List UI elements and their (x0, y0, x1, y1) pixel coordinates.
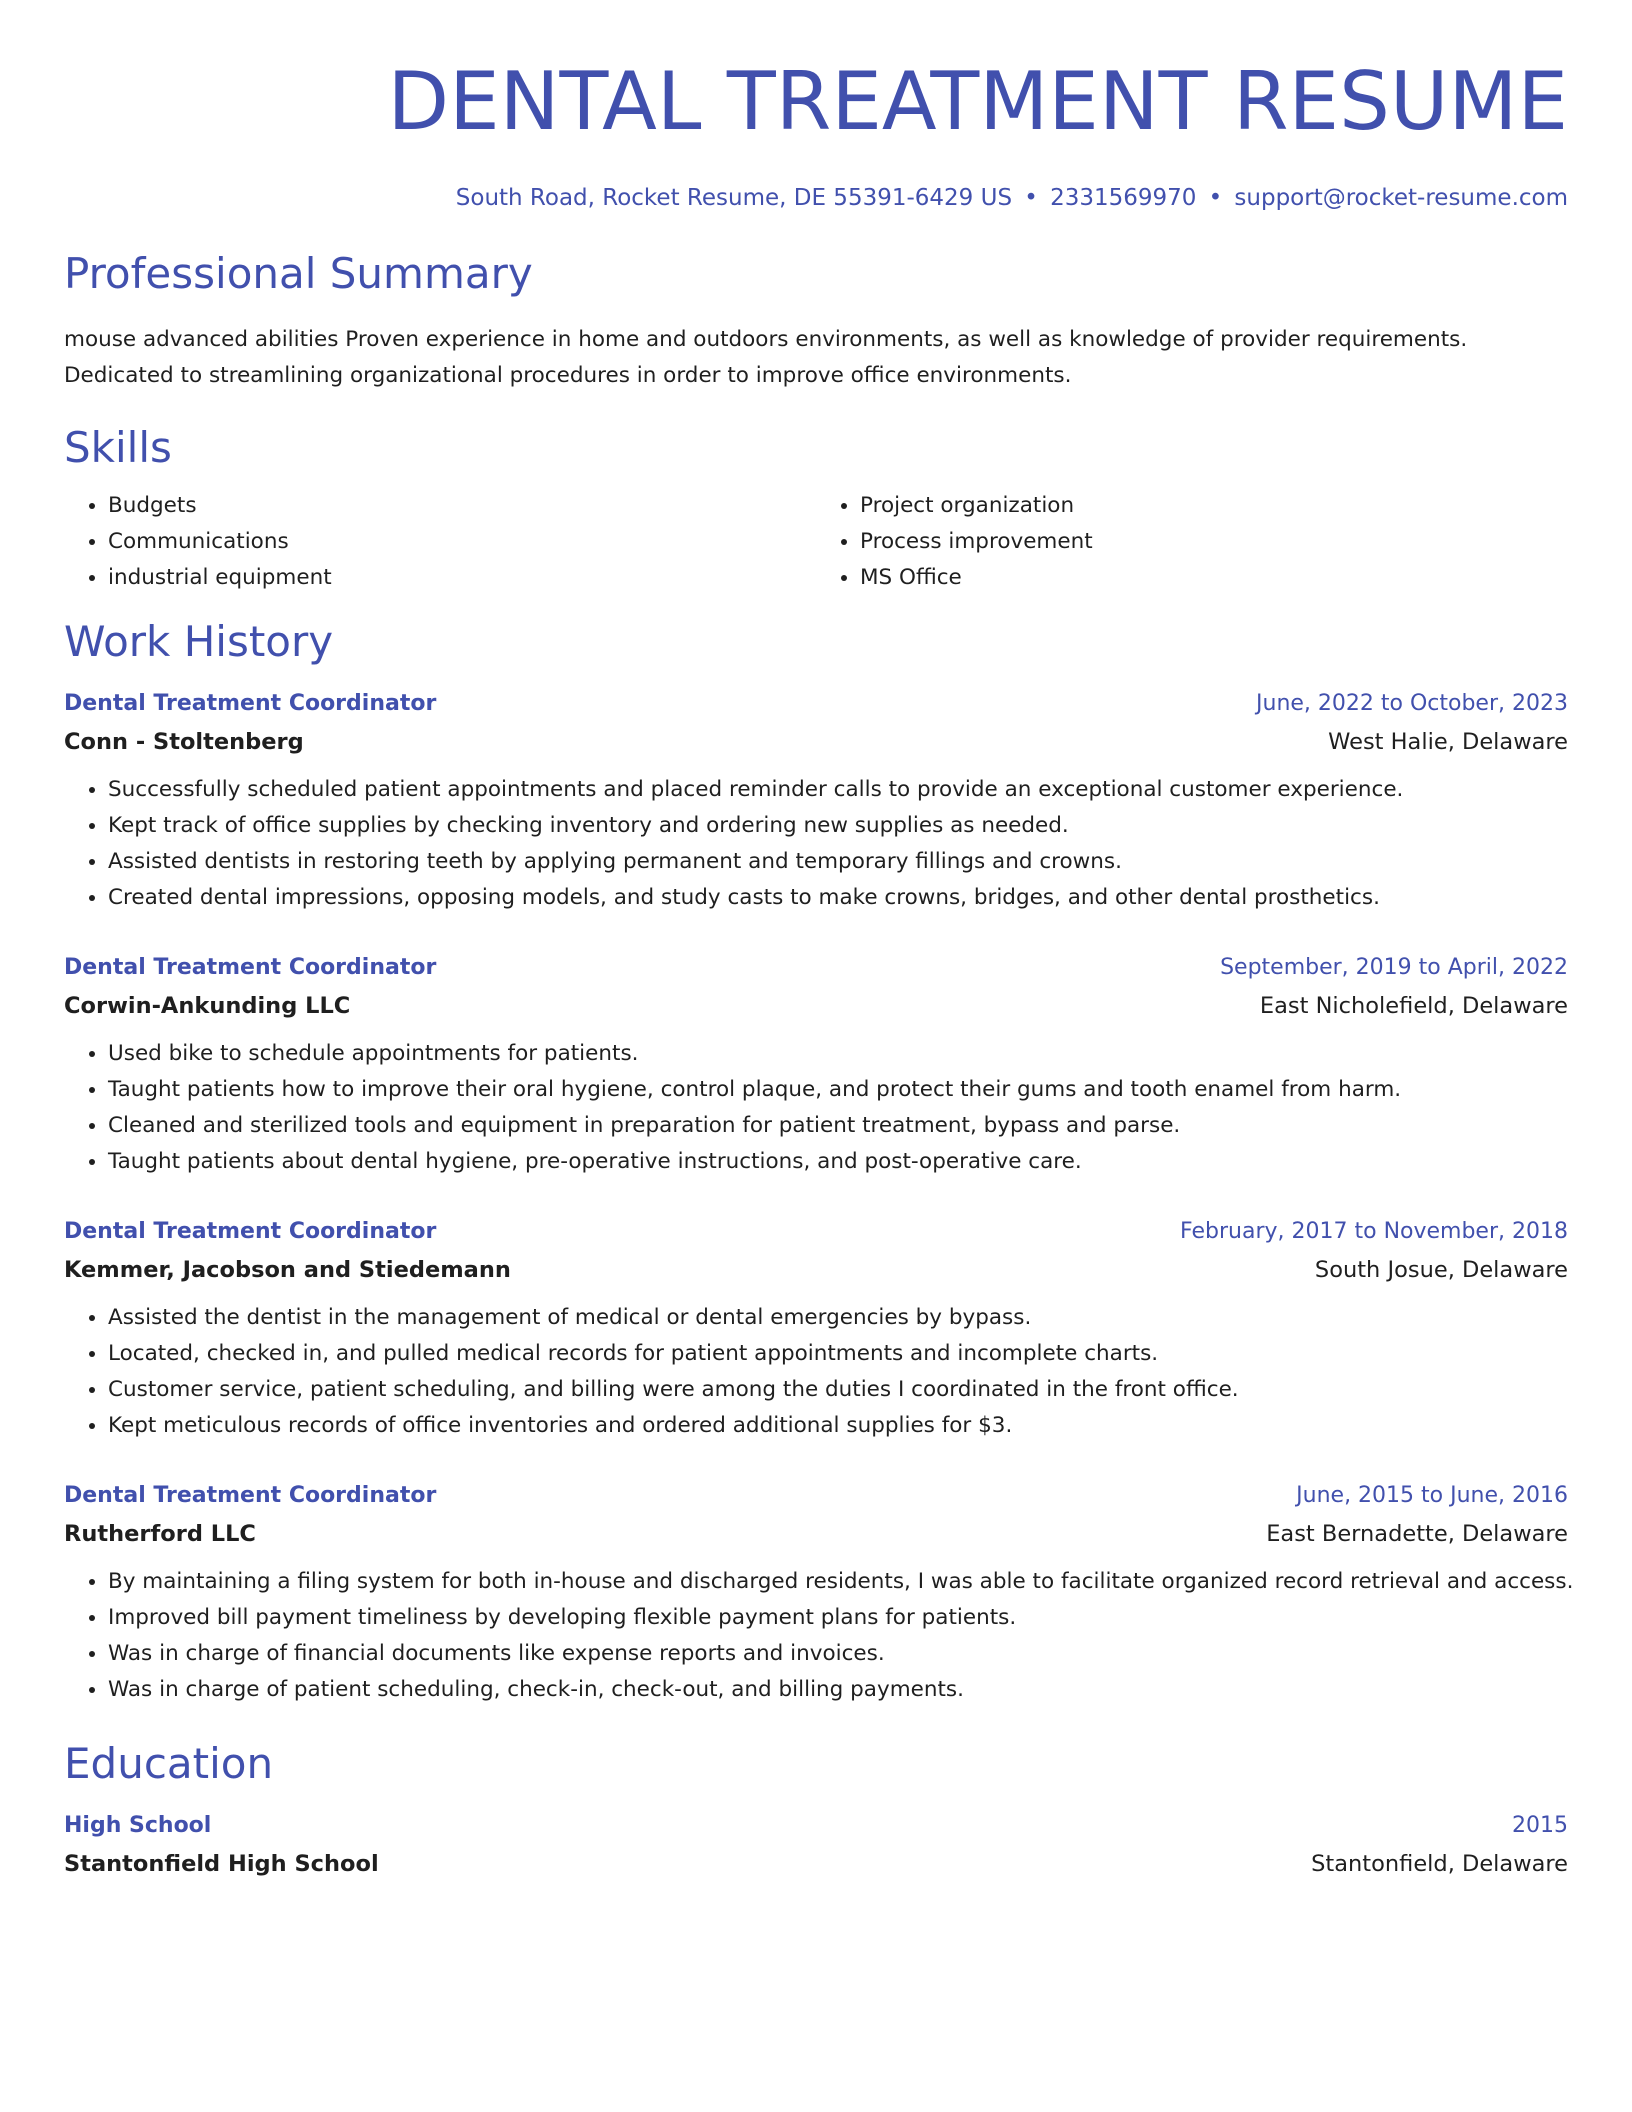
summary-heading: Professional Summary (64, 249, 533, 298)
job-title: Dental Treatment Coordinator (64, 1483, 437, 1508)
job-dates: June, 2022 to October, 2023 (1256, 691, 1568, 716)
job-entry (64, 1214, 1568, 1444)
job-title: Dental Treatment Coordinator (64, 955, 437, 980)
resume-name: DENTAL TREATMENT RESUME (387, 55, 1568, 148)
job-bullet: • Was in charge of financial documents like expense reports and invoices. (108, 1636, 1568, 1672)
skill-item: • Budgets (108, 488, 816, 524)
job-bullet: • Assisted dentists in restoring teeth by applying permanent and temporary fillings and crowns. (108, 844, 1568, 880)
job-bullet: • Was in charge of patient scheduling, check-in, check-out, and billing payments. (108, 1672, 1568, 1708)
skill-item: • Communications (108, 524, 816, 560)
contact-line (64, 182, 1568, 214)
job-company: Kemmer, Jacobson and Stiedemann (64, 1257, 511, 1283)
job-location: East Bernadette, Delaware (1266, 1521, 1568, 1547)
job-entry (64, 686, 1568, 916)
summary-text: mouse advanced abilities Proven experience in home and outdoors environments, as well as knowledge of provider requirements. Dedicated to streamlining organizational procedures in order to improve office environments. (64, 327, 1468, 388)
job-title: Dental Treatment Coordinator (64, 1219, 437, 1244)
contact-email[interactable]: support@rocket-resume.com (1234, 185, 1568, 211)
job-bullets (64, 1300, 1568, 1444)
skill-item: • industrial equipment (108, 560, 816, 596)
job-location: West Halie, Delaware (1328, 729, 1568, 755)
job-company: Rutherford LLC (64, 1521, 256, 1547)
job-bullets (64, 1564, 1574, 1708)
education-school: Stantonfield High School (64, 1851, 379, 1877)
job-company: Conn - Stoltenberg (64, 729, 304, 755)
contact-address: South Road, Rocket Resume, DE 55391-6429 US (455, 185, 1013, 211)
education-entry (64, 1808, 1568, 1884)
job-company-row (64, 986, 1568, 1026)
education-heading: Education (64, 1739, 274, 1788)
job-bullet: • Taught patients about dental hygiene, pre-operative instructions, and post-operative care. (108, 1144, 1568, 1180)
skill-item: • MS Office (860, 560, 1568, 596)
job-title-row (64, 686, 1568, 722)
job-dates: February, 2017 to November, 2018 (1180, 1219, 1568, 1244)
job-bullets (64, 1036, 1568, 1180)
job-entry (64, 1478, 1574, 1708)
job-bullet: • Customer service, patient scheduling, and billing were among the duties I coordinated in the front office. (108, 1372, 1568, 1408)
education-degree: High School (64, 1813, 212, 1838)
job-company-row (64, 1514, 1568, 1554)
job-company-row (64, 722, 1568, 762)
job-dates: June, 2015 to June, 2016 (1296, 1483, 1568, 1508)
job-bullet: • Improved bill payment timeliness by developing flexible payment plans for patients. (108, 1600, 1568, 1636)
job-bullet: • Used bike to schedule appointments for patients. (108, 1036, 1568, 1072)
job-company: Corwin-Ankunding LLC (64, 993, 351, 1019)
skills-grid (64, 488, 1568, 596)
job-bullet: • Kept meticulous records of office inventories and ordered additional supplies for $3. (108, 1408, 1568, 1444)
job-bullet: • By maintaining a filing system for both in-house and discharged residents, I was able to facilitate organized record retrieval and access. (108, 1564, 1568, 1600)
skill-item: • Project organization (860, 488, 1568, 524)
education-degree-row (64, 1808, 1568, 1844)
job-bullet: • Successfully scheduled patient appointments and placed reminder calls to provide an exceptional customer experience. (108, 772, 1568, 808)
skills-heading: Skills (64, 423, 172, 472)
job-bullets (64, 772, 1568, 916)
job-bullet: • Assisted the dentist in the management of medical or dental emergencies by bypass. (108, 1300, 1568, 1336)
job-bullet: • Created dental impressions, opposing models, and study casts to make crowns, bridges, and other dental prosthetics. (108, 880, 1568, 916)
skills-list-left (64, 488, 816, 596)
education-year: 2015 (1512, 1813, 1568, 1838)
job-title-row (64, 1478, 1568, 1514)
job-title-row (64, 1214, 1568, 1250)
job-location: South Josue, Delaware (1314, 1257, 1568, 1283)
contact-phone: 2331569970 (1050, 185, 1197, 211)
skill-item: • Process improvement (860, 524, 1568, 560)
job-company-row (64, 1250, 1568, 1290)
job-entry (64, 950, 1568, 1180)
job-title: Dental Treatment Coordinator (64, 691, 437, 716)
contact-separator: • (1024, 185, 1038, 211)
job-bullet: • Located, checked in, and pulled medical records for patient appointments and incomplete charts. (108, 1336, 1568, 1372)
education-school-row (64, 1844, 1568, 1884)
job-location: East Nicholefield, Delaware (1259, 993, 1568, 1019)
job-bullet: • Taught patients how to improve their oral hygiene, control plaque, and protect their gums and tooth enamel from harm. (108, 1072, 1568, 1108)
contact-separator: • (1208, 185, 1223, 211)
job-bullet: • Cleaned and sterilized tools and equipment in preparation for patient treatment, bypass and parse. (108, 1108, 1568, 1144)
education-location: Stantonfield, Delaware (1311, 1851, 1568, 1877)
resume-header (64, 0, 1568, 214)
work-history-heading: Work History (64, 617, 334, 666)
job-title-row (64, 950, 1568, 986)
job-bullet: • Kept track of office supplies by checking inventory and ordering new supplies as needed. (108, 808, 1568, 844)
skills-list-right (816, 488, 1568, 596)
job-dates: September, 2019 to April, 2022 (1220, 955, 1568, 980)
